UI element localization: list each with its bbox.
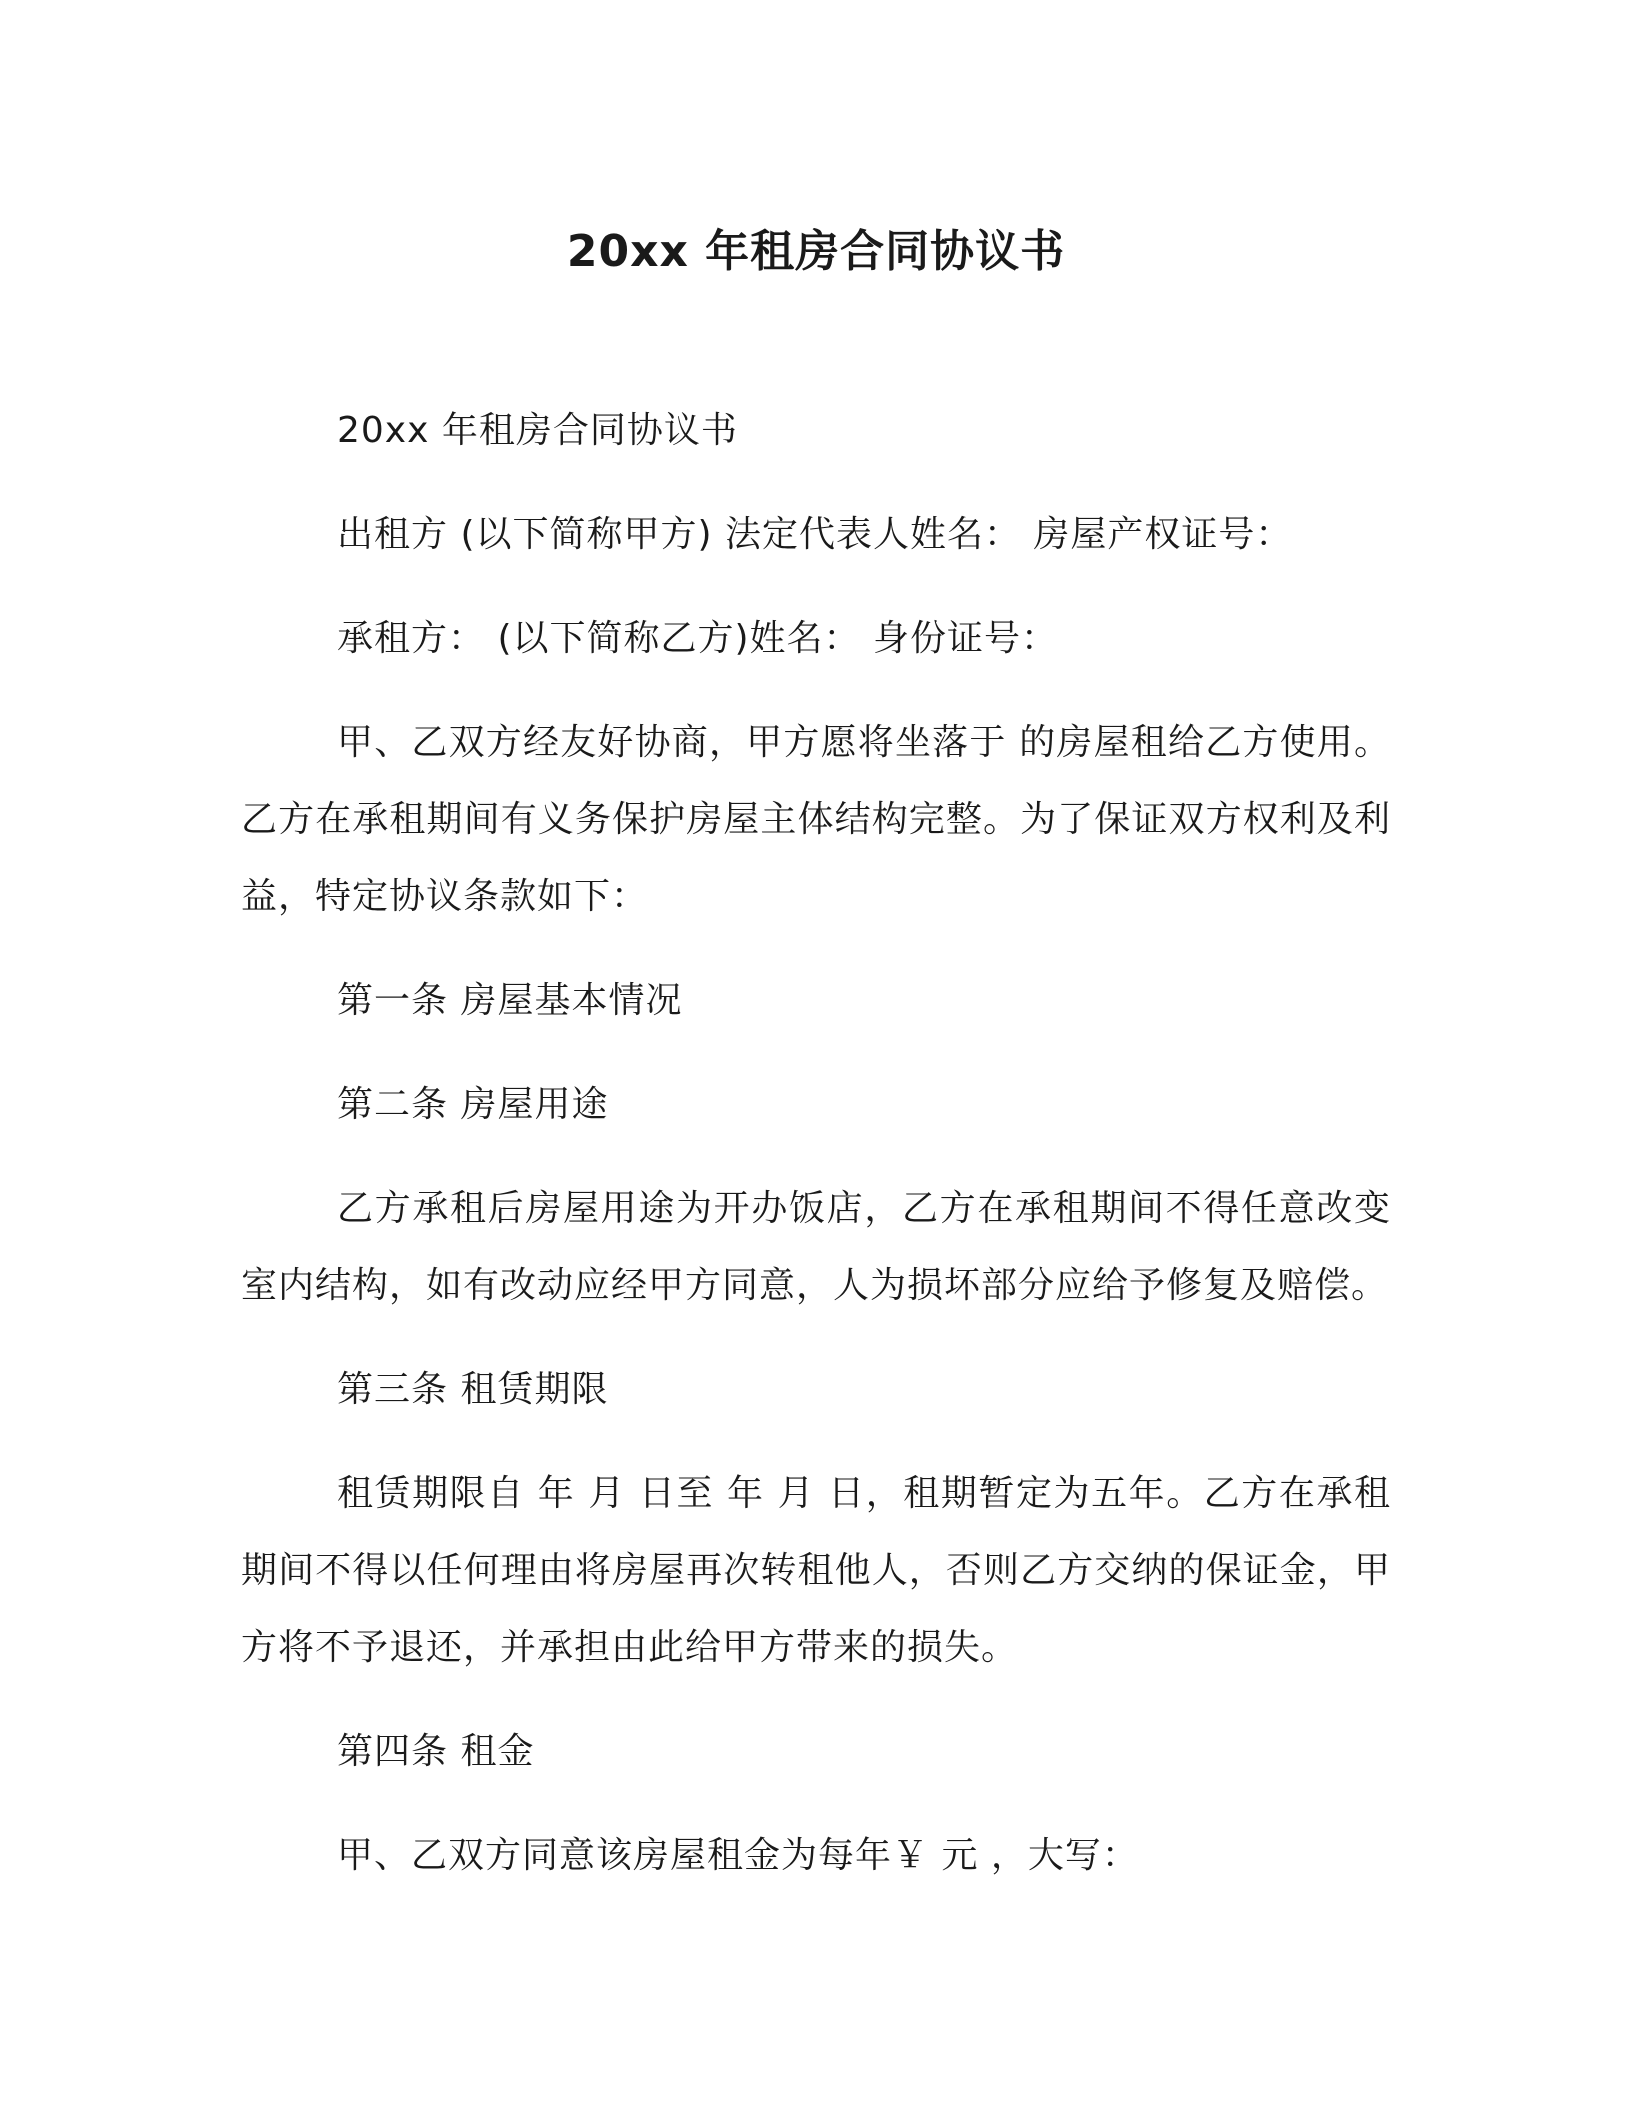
document-title: 20xx 年租房合同协议书 — [566, 226, 1066, 277]
paragraph-agreement: 甲、乙双方经友好协商，甲方愿将坐落于 的房屋租给乙方使用。乙方在承租期间有义务保护房屋主体结构完整。为了保证双方权利及利益，特定协议条款如下： — [241, 722, 1391, 917]
article-3-body: 租赁期限自 年 月 日至 年 月 日，租期暂定为五年。乙方在承租期间不得以任何理由将房屋再次转租他人，否则乙方交纳的保证金，甲方将不予退还，并承担由此给甲方带来的损失。 — [241, 1473, 1391, 1668]
paragraph-lessee: 承租方： (以下简称乙方)姓名： 身份证号： — [337, 618, 1058, 659]
article-1-heading: 第一条 房屋基本情况 — [337, 980, 683, 1021]
document-body — [241, 392, 1391, 1921]
article-2-heading: 第二条 房屋用途 — [337, 1084, 609, 1125]
paragraph-lessor: 出租方 (以下简称甲方) 法定代表人姓名： 房屋产权证号： — [337, 514, 1293, 555]
article-4-body: 甲、乙双方同意该房屋租金为每年￥ 元 ，大写： — [337, 1835, 1139, 1876]
article-4-heading: 第四条 租金 — [337, 1731, 535, 1772]
article-3-heading: 第三条 租赁期限 — [337, 1369, 609, 1410]
article-2-body: 乙方承租后房屋用途为开办饭店，乙方在承租期间不得任意改变室内结构，如有改动应经甲方同意，人为损坏部分应给予修复及赔偿。 — [241, 1188, 1391, 1306]
paragraph-heading: 20xx 年租房合同协议书 — [337, 410, 738, 451]
